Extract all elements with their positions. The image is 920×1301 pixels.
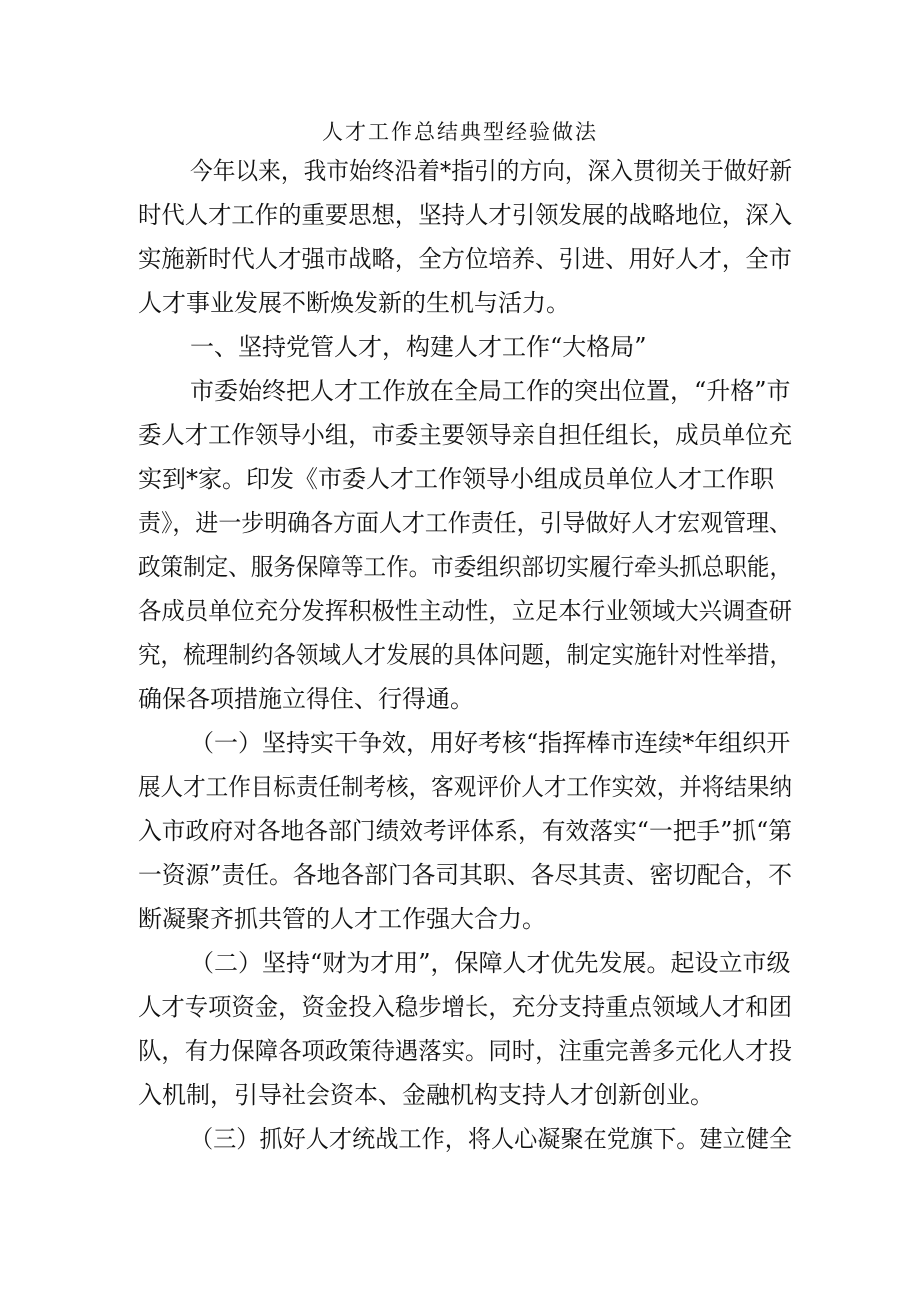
text-line (0, 1078, 920, 1112)
text-line-content: 一资源”责任。各地各部门各司其职、各尽其责、密切配合，不 (138, 861, 792, 889)
text-line-content: 究，梳理制约各领域人才发展的具体问题，制定实施针对性举措， (138, 641, 792, 669)
text-line (0, 242, 920, 276)
text-line-content: 政策制定、服务保障等工作。市委组织部切实履行牵头抓总职能， (138, 553, 792, 581)
text-line (0, 418, 920, 452)
text-line (0, 550, 920, 584)
text-line-content: （三）抓好人才统战工作，将人心凝聚在党旗下。建立健全 (190, 1125, 792, 1153)
text-line-content: 断凝聚齐抓共管的人才工作强大合力。 (138, 905, 546, 933)
text-line (0, 990, 920, 1024)
text-line (0, 1122, 920, 1156)
text-line-content: 人才事业发展不断焕发新的生机与活力。 (138, 289, 570, 317)
text-line-content: 入机制，引导社会资本、金融机构支持人才创新创业。 (138, 1081, 714, 1109)
text-line (0, 902, 920, 936)
text-line (0, 198, 920, 232)
text-line-content: 人才专项资金，资金投入稳步增长，充分支持重点领域人才和团 (138, 993, 792, 1021)
text-line-content: 今年以来，我市始终沿着*指引的方向，深入贯彻关于做好新 (190, 157, 792, 185)
text-line-content: 队，有力保障各项政策待遇落实。同时，注重完善多元化人才投 (138, 1037, 792, 1065)
text-line-content: 入市政府对各地各部门绩效考评体系，有效落实“一把手”抓“第 (138, 817, 792, 845)
text-line-content: 时代人才工作的重要思想，坚持人才引领发展的战略地位，深入 (138, 201, 792, 229)
text-line-content: 确保各项措施立得住、行得通。 (138, 685, 474, 713)
text-line (0, 814, 920, 848)
text-line (0, 462, 920, 496)
text-line-content: （二）坚持“财为才用”，保障人才优先发展。起设立市级 (190, 949, 791, 977)
text-line-content: 市委始终把人才工作放在全局工作的突出位置，“升格”市 (190, 377, 791, 405)
text-line-content: 展人才工作目标责任制考核，客观评价人才工作实效，并将结果纳 (138, 773, 792, 801)
text-line (0, 946, 920, 980)
text-line (0, 374, 920, 408)
text-line (0, 638, 920, 672)
text-line (0, 1034, 920, 1068)
text-line (0, 506, 920, 540)
text-line (0, 286, 920, 320)
text-line (0, 682, 920, 716)
section-heading (0, 330, 920, 364)
text-line-content: 实到*家。印发《市委人才工作领导小组成员单位人才工作职 (138, 465, 774, 493)
text-line (0, 594, 920, 628)
text-line (0, 770, 920, 804)
text-line (0, 726, 920, 760)
text-line-content: 委人才工作领导小组，市委主要领导亲自担任组长，成员单位充 (138, 421, 792, 449)
section-heading-text: 一、坚持党管人才，构建人才工作“大格局” (190, 333, 647, 361)
text-line-content: （一）坚持实干争效，用好考核“指挥棒市连续*年组织开 (190, 729, 791, 757)
text-line-content: 各成员单位充分发挥积极性主动性，立足本行业领域大兴调查研 (138, 597, 792, 625)
text-line (0, 858, 920, 892)
text-line-content: 实施新时代人才强市战略，全方位培养、引进、用好人才，全市 (138, 245, 792, 273)
text-line-content: 责》，进一步明确各方面人才工作责任，引导做好人才宏观管理、 (138, 509, 792, 537)
text-line (0, 154, 920, 188)
document-title: 人才工作总结典型经验做法 (322, 120, 598, 144)
